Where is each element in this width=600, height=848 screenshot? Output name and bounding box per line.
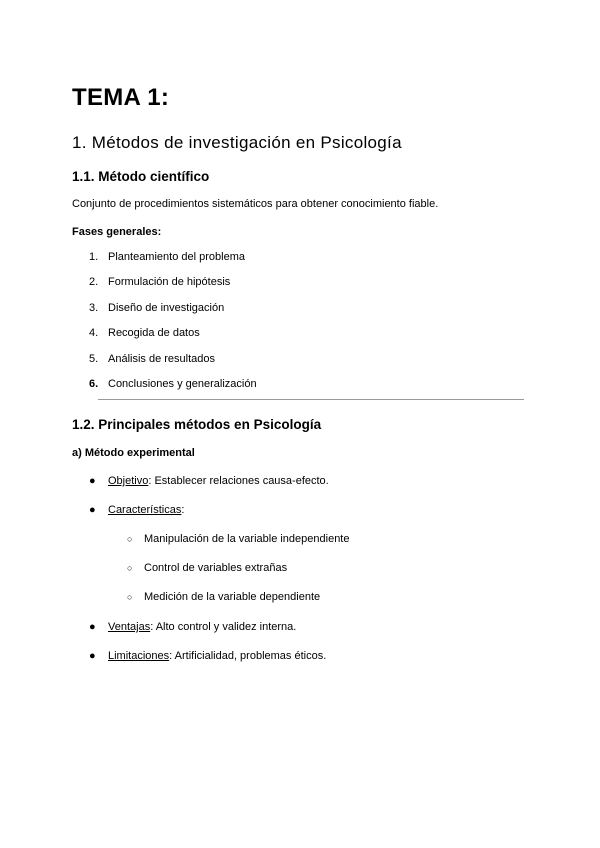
bullet-text bbox=[108, 475, 329, 487]
method-heading-experimental: a) Método experimental bbox=[72, 447, 195, 459]
bullet-description: : Establecer relaciones causa-efecto. bbox=[148, 475, 329, 487]
sub-bullet-text: Control de variables extrañas bbox=[144, 562, 288, 574]
list-item-number: 5. bbox=[89, 353, 99, 365]
bullet-icon: ● bbox=[89, 475, 96, 487]
list-item-text: Análisis de resultados bbox=[108, 353, 216, 365]
sub-bullet-text: Manipulación de la variable independiente bbox=[144, 533, 350, 545]
list-item-text: Formulación de hipótesis bbox=[108, 276, 231, 288]
list-item-text: Planteamiento del problema bbox=[108, 251, 245, 263]
bullet-label: Objetivo bbox=[108, 475, 149, 487]
fases-label: Fases generales: bbox=[72, 226, 162, 238]
bullet-label: Ventajas bbox=[108, 621, 151, 633]
bullet-description: : Alto control y validez interna. bbox=[150, 621, 297, 633]
section-divider bbox=[98, 399, 524, 400]
sub-bullet-text: Medición de la variable dependiente bbox=[144, 591, 321, 603]
bullet-description: : Artificialidad, problemas éticos. bbox=[169, 650, 327, 662]
hollow-bullet-icon: ○ bbox=[127, 592, 133, 602]
hollow-bullet-icon: ○ bbox=[127, 534, 133, 544]
bullet-icon: ● bbox=[89, 621, 96, 633]
list-item-number: 6. bbox=[89, 378, 99, 390]
bullet-label: Limitaciones bbox=[108, 650, 170, 662]
bullet-text bbox=[108, 504, 184, 516]
intro-paragraph: Conjunto de procedimientos sistemáticos para obtener conocimiento fiable. bbox=[72, 198, 439, 210]
list-item-number: 2. bbox=[89, 276, 99, 288]
page-title: TEMA 1: bbox=[72, 84, 170, 111]
list-item-text: Diseño de investigación bbox=[108, 302, 225, 314]
bullet-description: : bbox=[181, 504, 185, 516]
bullet-icon: ● bbox=[89, 650, 96, 662]
list-item-text: Recogida de datos bbox=[108, 327, 200, 339]
subsection-heading-metodo-cientifico: 1.1. Método científico bbox=[72, 169, 210, 184]
section-heading: 1. Métodos de investigación en Psicología bbox=[72, 133, 402, 152]
bullet-text bbox=[108, 650, 326, 662]
list-item-number: 3. bbox=[89, 302, 99, 314]
subsection-heading-principales-metodos: 1.2. Principales métodos en Psicología bbox=[72, 417, 322, 432]
bullet-text bbox=[108, 621, 296, 633]
hollow-bullet-icon: ○ bbox=[127, 563, 133, 573]
list-item-number: 4. bbox=[89, 327, 99, 339]
list-item-number: 1. bbox=[89, 251, 99, 263]
list-item-text: Conclusiones y generalización bbox=[108, 378, 257, 390]
bullet-icon: ● bbox=[89, 504, 96, 516]
bullet-label: Características bbox=[108, 504, 182, 516]
